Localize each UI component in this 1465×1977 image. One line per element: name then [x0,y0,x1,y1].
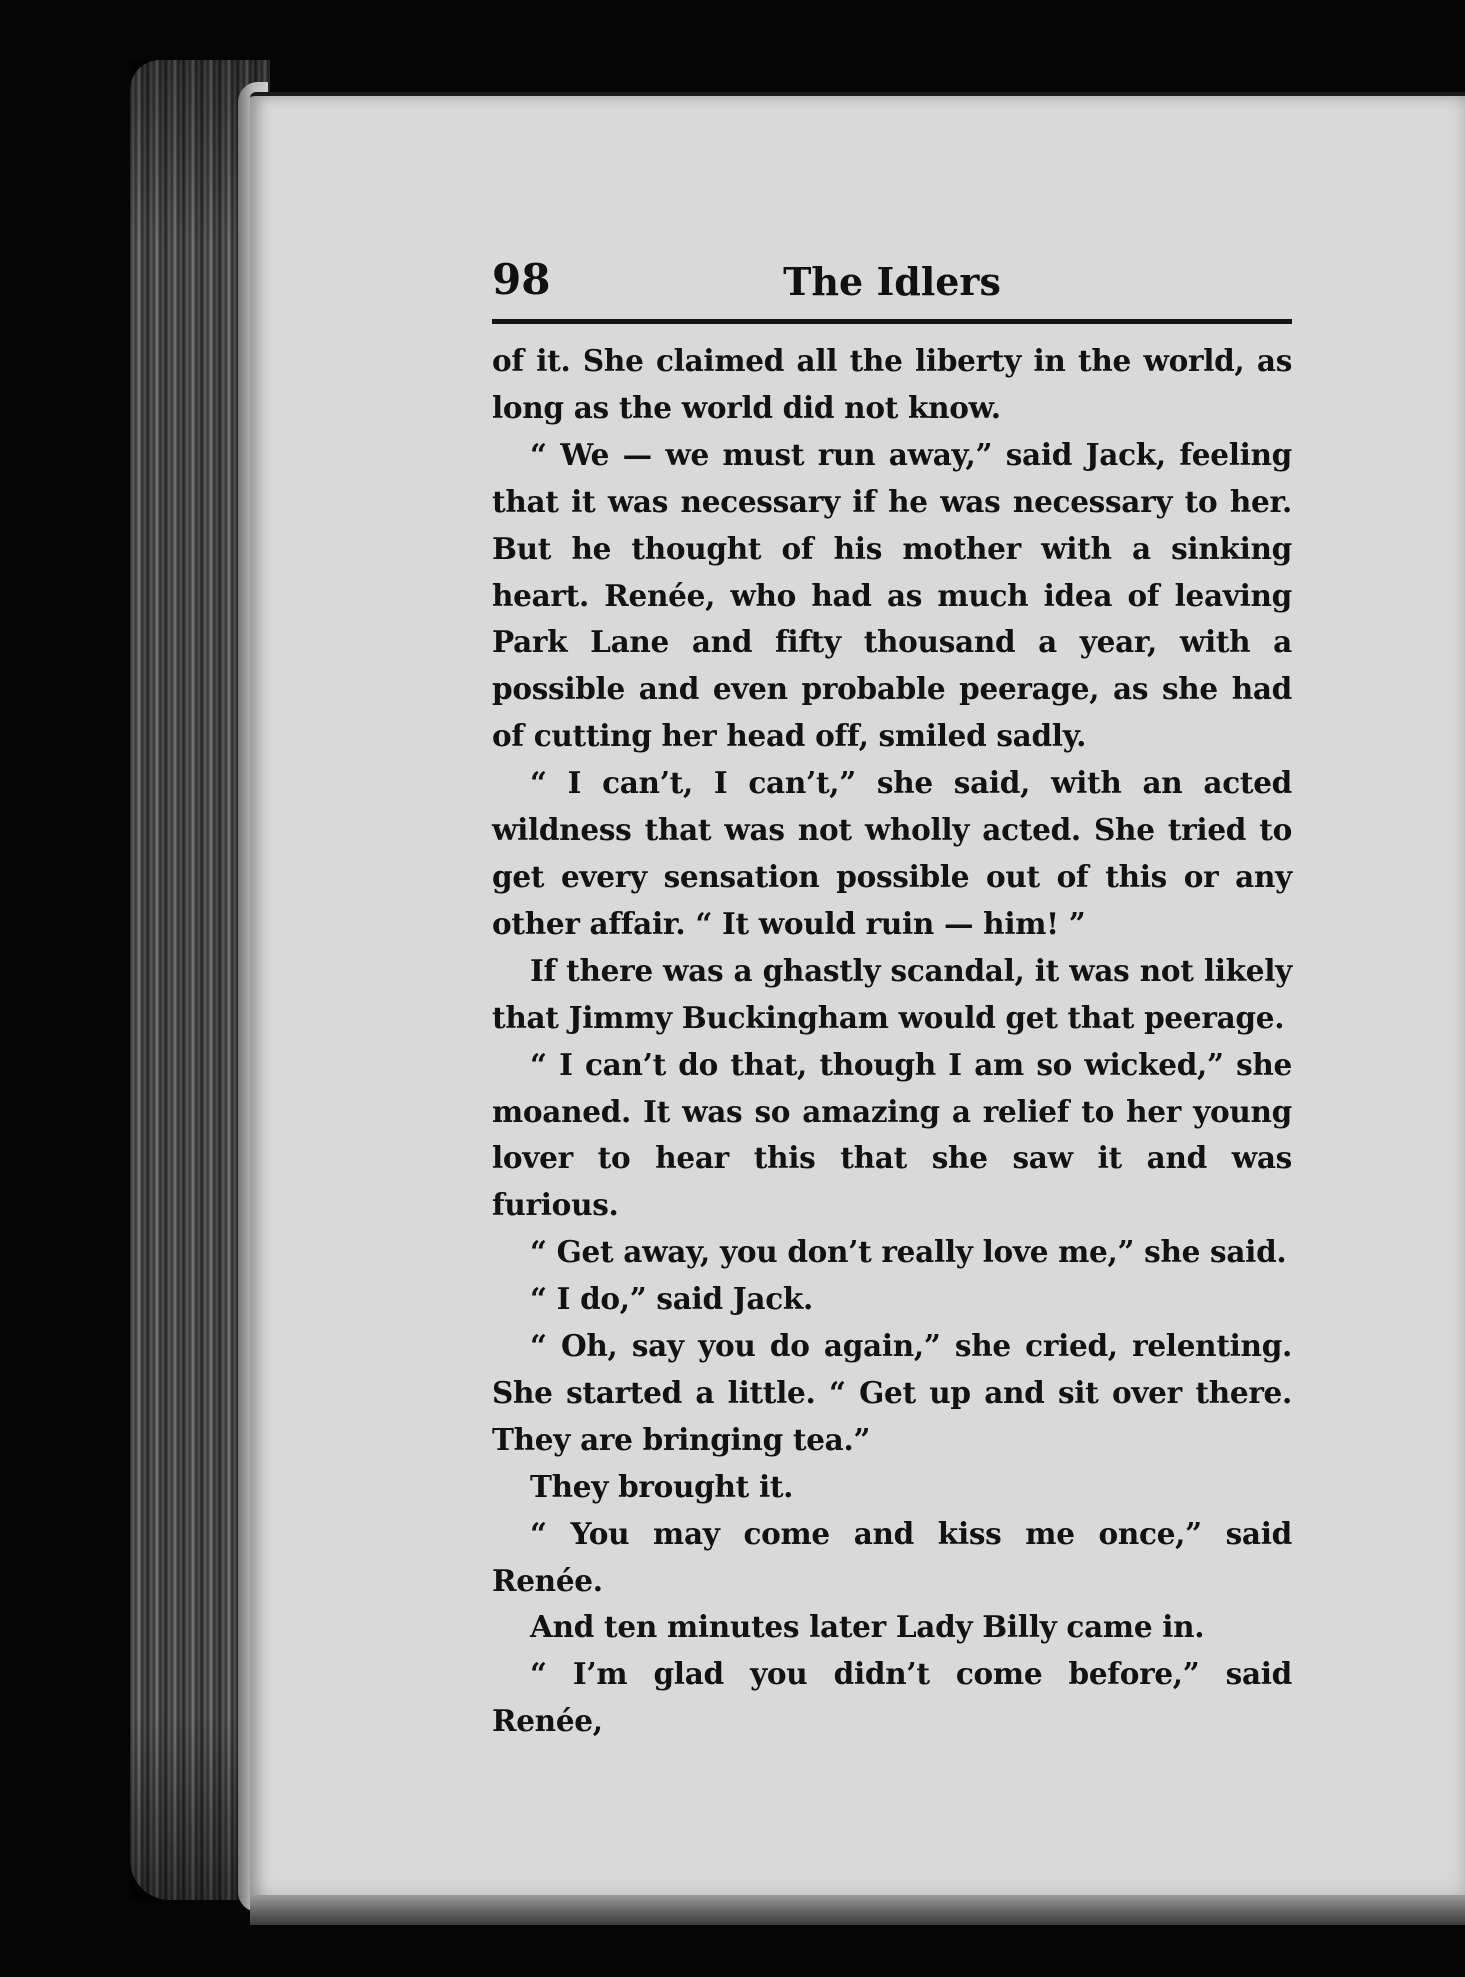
paragraph: “ Get away, you don’t really love me,” she said. [530,1234,1287,1270]
paragraph: “ We — we must run away,” said Jack, feeling that it was necessary if he was necessary to her. But he thought of his mother with a sinking heart. Renée, who had as much idea of leaving Park Lane and fifty thousand a year, with a possible and even probable peerage, as she had of cutting her head off, smiled sadly. [492,436,1292,754]
paragraph: “ I can’t do that, though I am so wicked,” she moaned. It was so amazing a relief to her young lover to hear this that she saw it and was furious. [492,1046,1292,1223]
page-bottom-edge [250,1895,1465,1925]
paragraph: They brought it. [530,1468,794,1504]
header-rule [492,319,1292,324]
page-header [492,255,1292,315]
paragraph: “ You may come and kiss me once,” said Renée. [492,1515,1292,1598]
paragraph: “ I’m glad you didn’t come before,” said Renée, [492,1656,1292,1739]
paragraph: “ Oh, say you do again,” she cried, relenting. She started a little. “ Get up and sit over there. They are bringing tea.” [492,1328,1292,1457]
page-number: 98 [492,255,551,304]
paragraph: of it. She claimed all the liberty in the world, as long as the world did not know. [492,343,1292,425]
paragraph: If there was a ghastly scandal, it was not likely that Jimmy Buckingham would get that peerage. [492,952,1292,1035]
paragraph: And ten minutes later Lady Billy came in. [530,1609,1205,1645]
running-title: The Idlers [783,259,1001,304]
paragraph: “ I can’t, I can’t,” she said, with an acted wildness that was not wholly acted. She tried to get every sensation possible out of this or any other affair. “ It would ruin — him! ” [492,765,1292,941]
body-text [492,338,1292,1745]
paragraph: “ I do,” said Jack. [530,1281,813,1317]
